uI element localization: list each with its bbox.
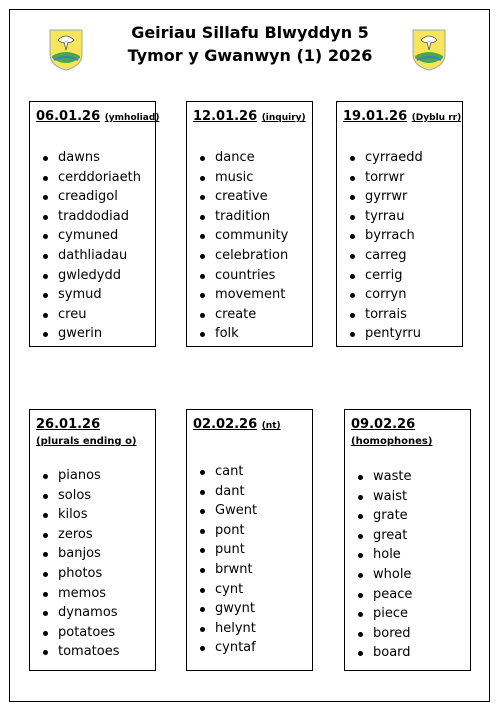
list-item: corryn: [365, 285, 423, 305]
list-item: great: [373, 526, 412, 546]
list-item: gwynt: [215, 599, 257, 619]
week-box: [29, 409, 156, 671]
list-item: solos: [58, 486, 120, 506]
list-item: pont: [215, 521, 257, 541]
list-item: waist: [373, 487, 412, 507]
list-item: cyntaf: [215, 638, 257, 658]
week-date: 12.01.26: [193, 109, 258, 124]
week-header: [193, 417, 281, 434]
week-date: 06.01.26: [36, 109, 101, 124]
list-item: tomatoes: [58, 642, 120, 662]
list-item: grate: [373, 506, 412, 526]
week-box: [186, 101, 313, 347]
list-item: byrrach: [365, 226, 423, 246]
list-item: movement: [215, 285, 288, 305]
list-item: gwerin: [58, 324, 141, 344]
list-item: countries: [215, 266, 288, 286]
list-item: cant: [215, 462, 257, 482]
week-header: [36, 109, 159, 126]
week-note: (inquiry): [261, 113, 306, 123]
list-item: whole: [373, 565, 412, 585]
list-item: board: [373, 643, 412, 663]
week-note: (homophones): [351, 436, 433, 447]
list-item: dawns: [58, 148, 141, 168]
week-header: [193, 109, 306, 126]
week-note: (ymholiad): [104, 113, 160, 123]
word-list: [187, 462, 257, 658]
list-item: creu: [58, 305, 141, 325]
week-date: 26.01.26: [36, 417, 101, 432]
week-box: [344, 409, 471, 671]
list-item: create: [215, 305, 288, 325]
list-item: zeros: [58, 525, 120, 545]
word-list: [345, 467, 412, 663]
week-date: 19.01.26: [343, 109, 408, 124]
list-item: cyrraedd: [365, 148, 423, 168]
week-header: [351, 417, 463, 450]
word-list: [30, 466, 120, 662]
list-item: folk: [215, 324, 288, 344]
list-item: gwledydd: [58, 266, 141, 286]
list-item: traddodiad: [58, 207, 141, 227]
list-item: cynt: [215, 580, 257, 600]
page-title: Geiriau Sillafu Blwyddyn 5: [131, 23, 369, 42]
list-item: cymuned: [58, 226, 141, 246]
list-item: pentyrru: [365, 324, 423, 344]
week-note: (nt): [261, 421, 281, 431]
list-item: banjos: [58, 544, 120, 564]
list-item: symud: [58, 285, 141, 305]
list-item: tradition: [215, 207, 288, 227]
list-item: hole: [373, 545, 412, 565]
page-subtitle: Tymor y Gwanwyn (1) 2026: [127, 46, 373, 65]
list-item: community: [215, 226, 288, 246]
list-item: pianos: [58, 466, 120, 486]
list-item: waste: [373, 467, 412, 487]
list-item: creadigol: [58, 187, 141, 207]
list-item: dynamos: [58, 603, 120, 623]
list-item: tyrrau: [365, 207, 423, 227]
list-item: cerddoriaeth: [58, 168, 141, 188]
week-box: [336, 101, 463, 347]
list-item: helynt: [215, 619, 257, 639]
school-logo-right: [411, 28, 447, 72]
list-item: punt: [215, 540, 257, 560]
list-item: music: [215, 168, 288, 188]
list-item: peace: [373, 585, 412, 605]
list-item: dant: [215, 482, 257, 502]
list-item: cerrig: [365, 266, 423, 286]
list-item: kilos: [58, 505, 120, 525]
word-list: [30, 148, 141, 344]
list-item: photos: [58, 564, 120, 584]
week-date: 02.02.26: [193, 417, 258, 432]
list-item: potatoes: [58, 623, 120, 643]
week-note: (plurals ending o): [36, 436, 137, 447]
list-item: dance: [215, 148, 288, 168]
week-box: [186, 409, 313, 671]
week-box: [29, 101, 160, 347]
week-header: [343, 109, 461, 126]
week-note: (Dyblu rr): [411, 113, 462, 123]
list-item: dathliadau: [58, 246, 141, 266]
word-list: [187, 148, 288, 344]
school-logo-left: [48, 28, 84, 72]
list-item: torrwr: [365, 168, 423, 188]
week-date: 09.02.26: [351, 417, 416, 432]
list-item: gyrrwr: [365, 187, 423, 207]
word-list: [337, 148, 423, 344]
list-item: bored: [373, 624, 412, 644]
list-item: carreg: [365, 246, 423, 266]
list-item: Gwent: [215, 501, 257, 521]
week-header: [36, 417, 148, 450]
list-item: piece: [373, 604, 412, 624]
list-item: brwnt: [215, 560, 257, 580]
list-item: celebration: [215, 246, 288, 266]
list-item: torrais: [365, 305, 423, 325]
list-item: memos: [58, 584, 120, 604]
list-item: creative: [215, 187, 288, 207]
